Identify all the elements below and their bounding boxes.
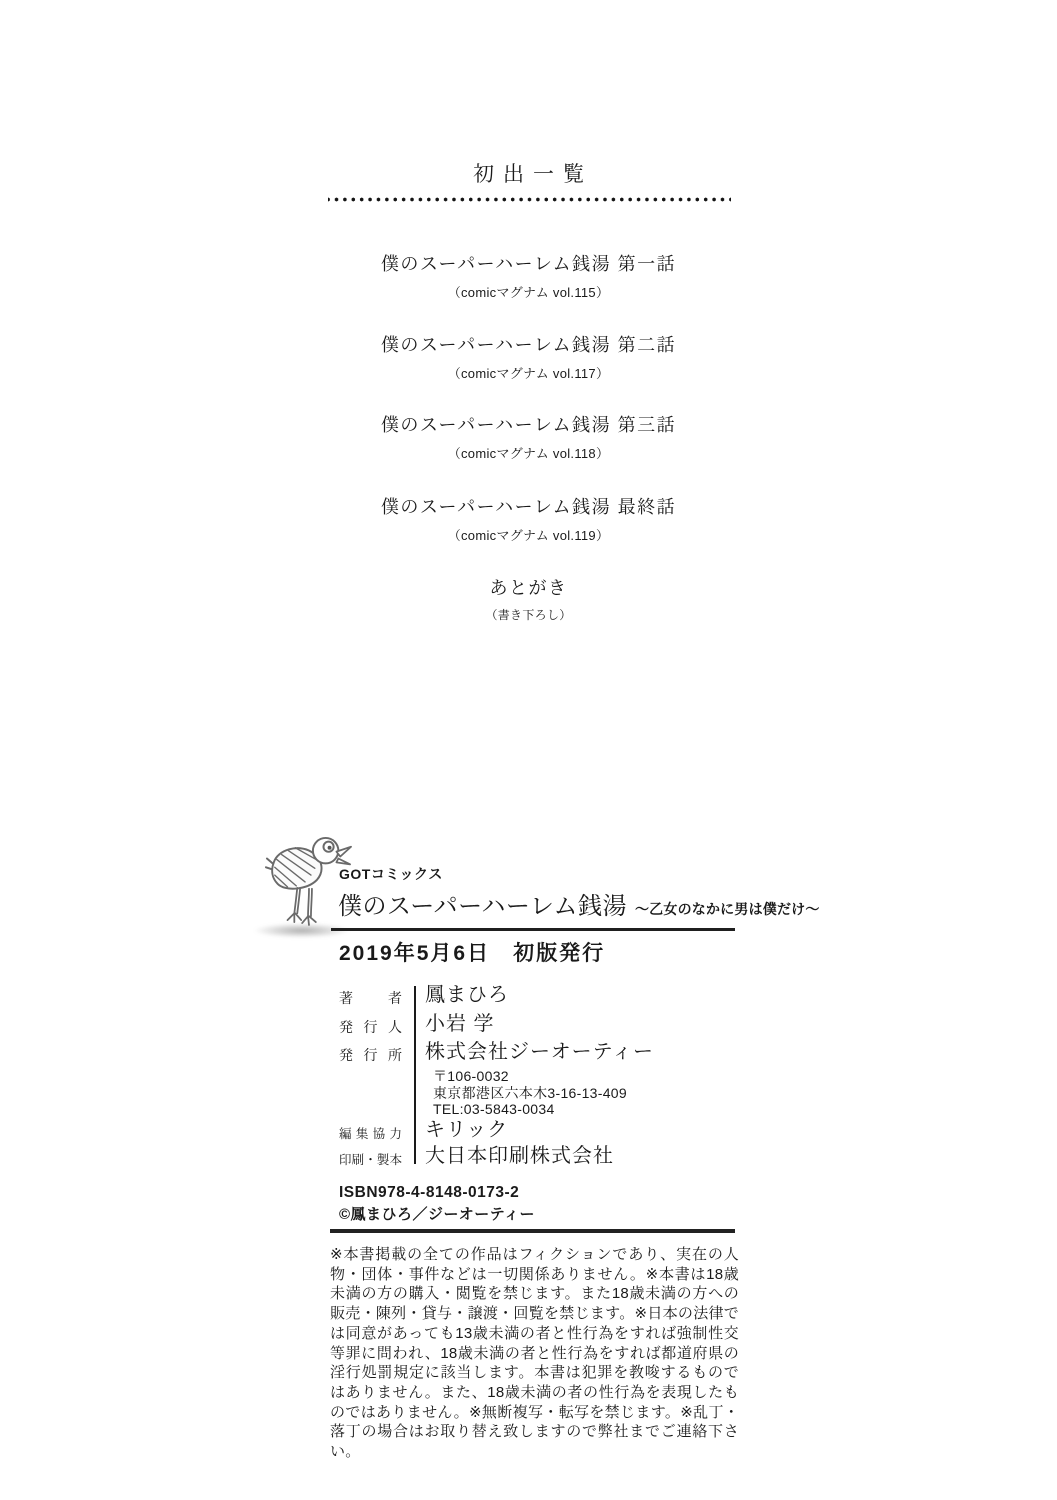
credit-row-editing [339, 1119, 739, 1145]
credit-label: 著者 [339, 990, 402, 1006]
print-date: 2019年5月6日 初版発行 [339, 942, 606, 965]
dotted-divider [328, 197, 731, 202]
phone-number: TEL:03-5843-0034 [433, 1101, 555, 1117]
imprint-label: GOTコミックス [339, 866, 443, 882]
disclaimer-text: ※本書掲載の全ての作品はフィクションであり、実在の人物・団体・事件などは一切関係ありません。※本書は18歳未満の方の購入・閲覧を禁じます。また18歳未満の方への販売・陳列・貸与・譲渡・回覧を禁じます。※日本の法律では同意があっても13歳未満の者と性行為をすれば強制性交等罪に問われ、18歳未満の者と性行為をすれば都道府県の淫行処罰規定に該当します。本書は犯罪を教唆するものではありません。また、18歳未満の者の性行為を表現したものではありません。※無断複写・転写を禁じます。※乱丁・落丁の場合はお取り替え致しますので弊社までご連絡下さい。 [330, 1246, 739, 1461]
postal-code: 〒106-0032 [433, 1068, 509, 1084]
entry-source: （comicマグナム vol.117） [447, 366, 610, 381]
entry-title: あとがき [489, 578, 568, 598]
credit-value: 鳳まひろ [425, 984, 509, 1006]
entry-title: 僕のスーパーハーレム銭湯 最終話 [380, 497, 677, 517]
publisher-address [433, 1068, 654, 1118]
entry-title: 僕のスーパーハーレム銭湯 第二話 [380, 335, 677, 355]
credit-label: 編集協力 [339, 1127, 402, 1141]
credit-row-printing [339, 1145, 739, 1173]
first-publication-title: 初出一覧 [473, 163, 593, 186]
entry-source: （comicマグナム vol.119） [447, 528, 610, 543]
credit-label: 印刷・製本 [339, 1153, 402, 1167]
publication-entry [0, 574, 1057, 623]
entry-source: （comicマグナム vol.118） [447, 446, 610, 461]
copyright-text: ©鳳まひろ／ジーオーティー [339, 1206, 536, 1223]
entry-title: 僕のスーパーハーレム銭湯 第三話 [380, 415, 677, 435]
credit-value: 株式会社ジーオーティー [425, 1041, 654, 1063]
credit-row-publisher-person [339, 1013, 739, 1041]
credit-label: 発行所 [339, 1047, 402, 1063]
entry-title: 僕のスーパーハーレム銭湯 第一話 [380, 254, 677, 274]
credit-value: 小岩 学 [425, 1013, 495, 1035]
publication-entry [0, 250, 1057, 301]
publication-entry [0, 331, 1057, 382]
entry-source: （書き下ろし） [485, 608, 572, 622]
publication-entry [0, 493, 1057, 544]
entry-source: （comicマグナム vol.115） [447, 285, 610, 300]
street-address: 東京都港区六本木3-16-13-409 [433, 1084, 627, 1101]
credit-value: 大日本印刷株式会社 [425, 1145, 614, 1167]
credit-value: キリック [425, 1119, 509, 1141]
credits-table [339, 984, 739, 1173]
book-subtitle: ～乙女のなかに男は僕だけ～ [634, 901, 820, 918]
disclaimer-divider [330, 1229, 735, 1233]
credit-label: 発行人 [339, 1019, 402, 1035]
title-underline [331, 928, 735, 931]
credits-rule [414, 986, 416, 1164]
isbn-text: ISBN978-4-8148-0173-2 [339, 1184, 520, 1201]
credit-row-author [339, 984, 739, 1013]
publication-entry [0, 411, 1057, 462]
book-title-row [338, 891, 820, 922]
credit-row-publisher-company [339, 1041, 739, 1119]
book-title: 僕のスーパーハーレム銭湯 [338, 893, 627, 920]
